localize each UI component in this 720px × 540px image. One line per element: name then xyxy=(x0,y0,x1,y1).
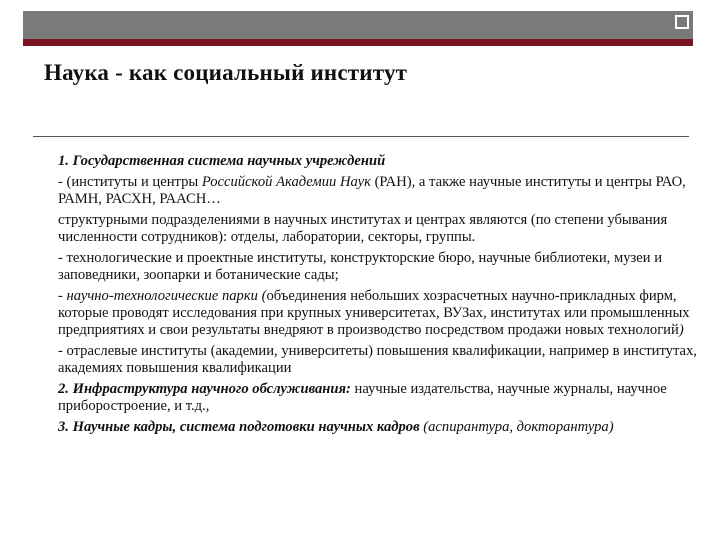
text-span: объединения небольших хозрасчетных научно-прикладных фирм, которые проводят исследования при крупных университетах, ВУЗах, институтах или промышленных предприятиях и свои результаты внедряют в производство посредством продажи новых технологий xyxy=(58,288,690,338)
paragraph-7 xyxy=(58,381,698,415)
square-icon xyxy=(675,15,689,29)
paragraph-1 xyxy=(58,153,698,170)
text-span: научные издательства, научные журналы, научное приборостроение, и т.д., xyxy=(58,381,667,414)
paragraph-8 xyxy=(58,419,698,436)
slide-title: Наука - как социальный институт xyxy=(44,60,408,85)
slide-body xyxy=(58,153,698,440)
section-heading-3: 3. Научные кадры, система подготовки научных кадров xyxy=(58,419,420,435)
text-span-italic: Российской Академии Наук xyxy=(201,174,371,190)
text-span: - (институты и центры xyxy=(58,174,202,190)
text-span: (РАН), а также научные институты и центры РАО, РАМН, РАСХН, РААСН… xyxy=(58,174,686,207)
text-span-italic: - научно-технологические парки ( xyxy=(58,288,267,304)
section-heading-2: 2. Инфраструктура научного обслуживания: xyxy=(58,381,351,397)
paragraph-6: - отраслевые институты (академии, университеты) повышения квалификации, например в институтах, академиях повышения квалификации xyxy=(58,343,697,376)
paragraph-3: структурными подразделениями в научных институтах и центрах являются (по степени убывания численности сотрудников): отделы, лаборатории, секторы, группы. xyxy=(58,212,668,245)
divider xyxy=(33,136,689,137)
paragraph-5 xyxy=(58,288,698,339)
header-bar xyxy=(23,11,693,46)
text-span-italic: (аспирантура, докторантура) xyxy=(419,419,614,435)
text-span-italic: ) xyxy=(678,322,684,338)
paragraph-2 xyxy=(58,174,698,208)
paragraph-4: - технологические и проектные институты, конструкторские бюро, научные библиотеки, музеи и заповедники, зоопарки и ботанические сады; xyxy=(58,250,663,283)
section-heading-1: 1. Государственная система научных учреждений xyxy=(58,153,386,169)
